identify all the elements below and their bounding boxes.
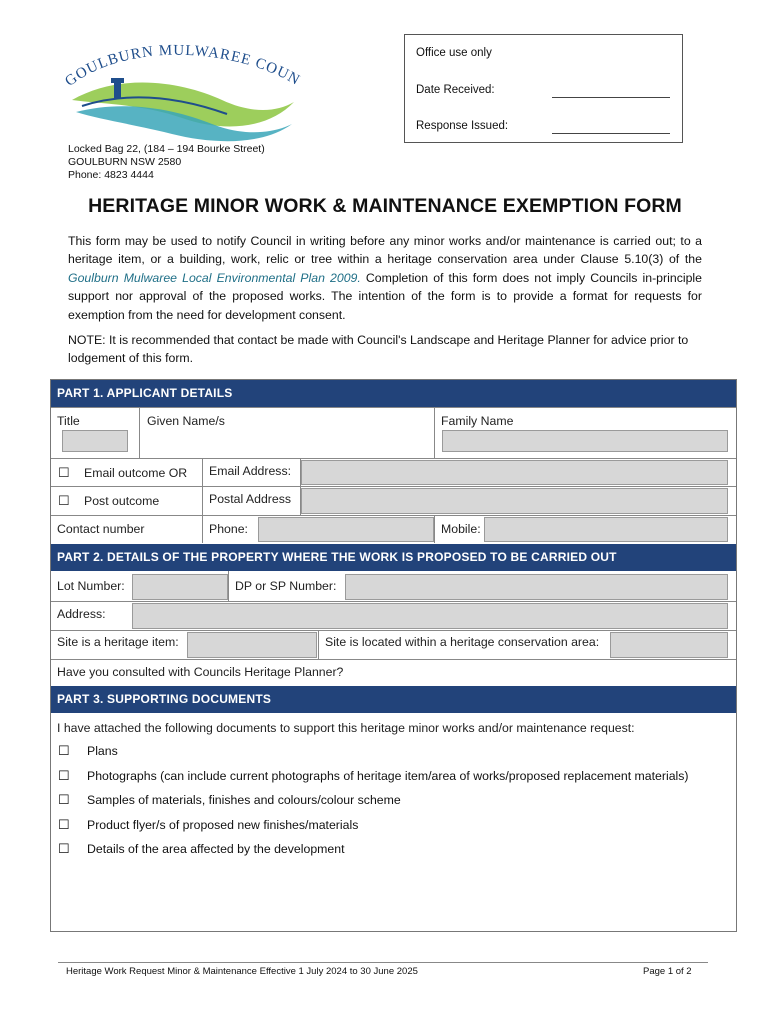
lot-number-label: Lot Number: <box>57 579 125 593</box>
plans-checkbox[interactable]: ☐ <box>58 743 70 758</box>
documents-intro: I have attached the following documents to support this heritage minor works and/or maintenance request: <box>57 721 635 735</box>
logo-graphic <box>62 42 302 146</box>
area-details-checkbox[interactable]: ☐ <box>58 841 70 856</box>
document-item-area-details[interactable] <box>58 841 345 857</box>
product-flyers-label: Product flyer/s of proposed new finishes/materials <box>87 818 359 832</box>
given-names-label: Given Name/s <box>147 414 225 428</box>
page-number: Page 1 of 2 <box>643 966 692 977</box>
phone-input[interactable] <box>258 517 434 542</box>
council-address <box>68 143 265 182</box>
address-label: Address: <box>57 607 106 621</box>
email-address-label: Email Address: <box>209 464 292 478</box>
intro-text-2: Completion of this form does not imply Councils in-principle support nor approval of the proposed works. The intention of the form is to provide a format for requests for exemption from the need for development consent. <box>68 270 702 322</box>
heritage-item-label: Site is a heritage item: <box>57 635 179 649</box>
title-input[interactable] <box>62 430 128 452</box>
consulted-planner-label: Have you consulted with Councils Heritage Planner? <box>57 665 344 679</box>
response-issued-label: Response Issued: <box>416 120 509 132</box>
heritage-item-input[interactable] <box>187 632 317 658</box>
office-use-box <box>404 34 683 143</box>
photographs-checkbox[interactable]: ☐ <box>58 768 70 783</box>
form-frame <box>50 379 737 932</box>
postal-address-label: Postal Address <box>209 492 292 506</box>
document-item-photographs[interactable] <box>58 768 689 784</box>
part1-header: PART 1. APPLICANT DETAILS <box>51 380 736 407</box>
form-title: HERITAGE MINOR WORK & MAINTENANCE EXEMPTION FORM <box>88 195 682 217</box>
intro-text-1: This form may be used to notify Council in writing before any minor works and/or maintenance is carried out; to a heritage item, or a building, work, relic or tree within a heritage conservation area under Clause 5.10(3) of the <box>68 234 702 267</box>
office-use-title: Office use only <box>416 47 492 59</box>
lot-number-input[interactable] <box>132 574 228 600</box>
samples-checkbox[interactable]: ☐ <box>58 792 70 807</box>
document-item-plans[interactable] <box>58 743 118 759</box>
samples-label: Samples of materials, finishes and colours/colour scheme <box>87 793 401 807</box>
document-item-samples[interactable] <box>58 792 401 808</box>
logo-text: GOULBURN MULWAREE COUN <box>62 42 302 90</box>
footer-divider <box>58 962 708 963</box>
post-outcome-checkbox[interactable]: ☐ <box>58 493 70 508</box>
phone-label: Phone: <box>209 522 248 536</box>
footer-document-info: Heritage Work Request Minor & Maintenance Effective 1 July 2024 to 30 June 2025 <box>66 966 418 977</box>
mobile-input[interactable] <box>484 517 728 542</box>
email-address-input[interactable] <box>301 460 728 485</box>
title-label: Title <box>57 414 80 428</box>
conservation-area-input[interactable] <box>610 632 728 658</box>
part2-header: PART 2. DETAILS OF THE PROPERTY WHERE THE WORK IS PROPOSED TO BE CARRIED OUT <box>51 544 736 571</box>
conservation-area-label: Site is located within a heritage conservation area: <box>325 635 600 649</box>
postal-address-input[interactable] <box>301 488 728 514</box>
mobile-label: Mobile: <box>441 522 481 536</box>
post-outcome-label: Post outcome <box>84 494 160 508</box>
address-line-2: GOULBURN NSW 2580 <box>68 156 182 168</box>
email-outcome-label: Email outcome OR <box>84 466 188 480</box>
lep-plan-name: Goulburn Mulwaree Local Environmental Plan 2009. <box>68 270 361 285</box>
product-flyers-checkbox[interactable]: ☐ <box>58 817 70 832</box>
property-address-input[interactable] <box>132 603 728 629</box>
dp-sp-number-input[interactable] <box>345 574 728 600</box>
contact-number-label: Contact number <box>57 522 145 536</box>
response-issued-line[interactable] <box>552 132 670 134</box>
photographs-label: Photographs (can include current photographs of heritage item/area of works/proposed replacement materials) <box>87 769 689 783</box>
date-received-line[interactable] <box>552 96 670 98</box>
dp-sp-number-label: DP or SP Number: <box>235 579 337 593</box>
address-line-1: Locked Bag 22, (184 – 194 Bourke Street) <box>68 143 265 155</box>
note-paragraph: NOTE: It is recommended that contact be made with Council's Landscape and Heritage Planner for advice prior to lodgement of this form. <box>68 333 689 366</box>
family-name-input[interactable] <box>442 430 728 452</box>
plans-label: Plans <box>87 744 118 758</box>
part3-header: PART 3. SUPPORTING DOCUMENTS <box>51 686 736 713</box>
email-outcome-checkbox[interactable]: ☐ <box>58 465 70 480</box>
address-line-3: Phone: 4823 4444 <box>68 169 154 181</box>
intro-paragraph <box>68 232 702 324</box>
area-details-label: Details of the area affected by the development <box>87 842 345 856</box>
date-received-label: Date Received: <box>416 84 495 96</box>
document-item-product-flyers[interactable] <box>58 817 358 833</box>
council-logo <box>62 42 302 146</box>
family-name-label: Family Name <box>441 414 514 428</box>
